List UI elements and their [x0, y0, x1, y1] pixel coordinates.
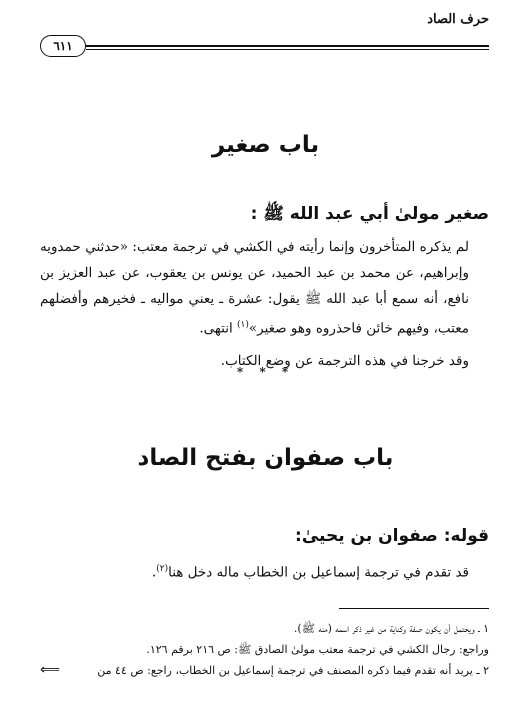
paragraph-text-end: انتهى.	[199, 320, 237, 337]
entry-heading-saghir: صغير مولىٰ أبي عبد الله ﷺ :	[250, 204, 489, 224]
entry-body-safwan	[40, 556, 489, 586]
running-header	[40, 12, 489, 52]
paragraph-text: وقد خرجنا في هذه الترجمة عن وضع الكتاب.	[220, 352, 469, 369]
section-separator: * * *	[236, 365, 295, 379]
entry-body-saghir	[40, 234, 489, 374]
page-number: ٦١١	[40, 35, 86, 57]
footnote-ref[interactable]: (٢)	[156, 564, 169, 574]
paragraph-text: لم يذكره المتأخرون وإنما رأيته في الكشي في ترجمة معتب: «حدثني حمدويه وإبراهيم، عن محمد بن عبد الحميد، عن يونس بن يعقوب، عن عبد العزيز بن نافع، أنه سمع أبا عبد الله ﷺ يقول: عشرة ـ يعني مواليه ـ فخيرهم وأفضلهم معتب، وفيهم خائن فاحذروه وهو صغير»	[40, 239, 469, 337]
footnotes	[40, 618, 489, 681]
section-title-safwan: باب صفوان بفتح الصاد	[137, 445, 394, 471]
header-title: حرف الصاد	[427, 12, 489, 27]
entry-heading-safwan: قوله: صفوان بن يحيىٰ:	[295, 526, 489, 546]
footnote-1-continued: وراجع: رجال الكشي في ترجمة معتب مولىٰ الصادق ﷺ: ص ٢١٦ برقم ١٢٦.	[146, 643, 489, 656]
paragraph-text: قد تقدم في ترجمة إسماعيل بن الخطاب ماله دخل هنا	[168, 564, 469, 581]
footnote-rule	[339, 608, 489, 609]
footnote-1: ١ ـ ويحتمل أن يكون صفة وكناية من غير ذكر اسمه (منه ﷺ).	[293, 622, 489, 635]
continued-arrow-icon: ⟸	[40, 662, 61, 678]
section-title-saghir: باب صغير	[211, 132, 320, 158]
paragraph-text-end: .	[151, 564, 157, 581]
header-rule	[86, 45, 489, 50]
footnote-2-text: ٢ ـ يريد أنه تقدم فيما ذكره المصنف في ترجمة إسماعيل بن الخطاب، راجع: ص ٤٤ من	[97, 664, 489, 677]
footnote-2	[40, 660, 489, 681]
footnote-ref[interactable]: (١)	[237, 320, 249, 330]
